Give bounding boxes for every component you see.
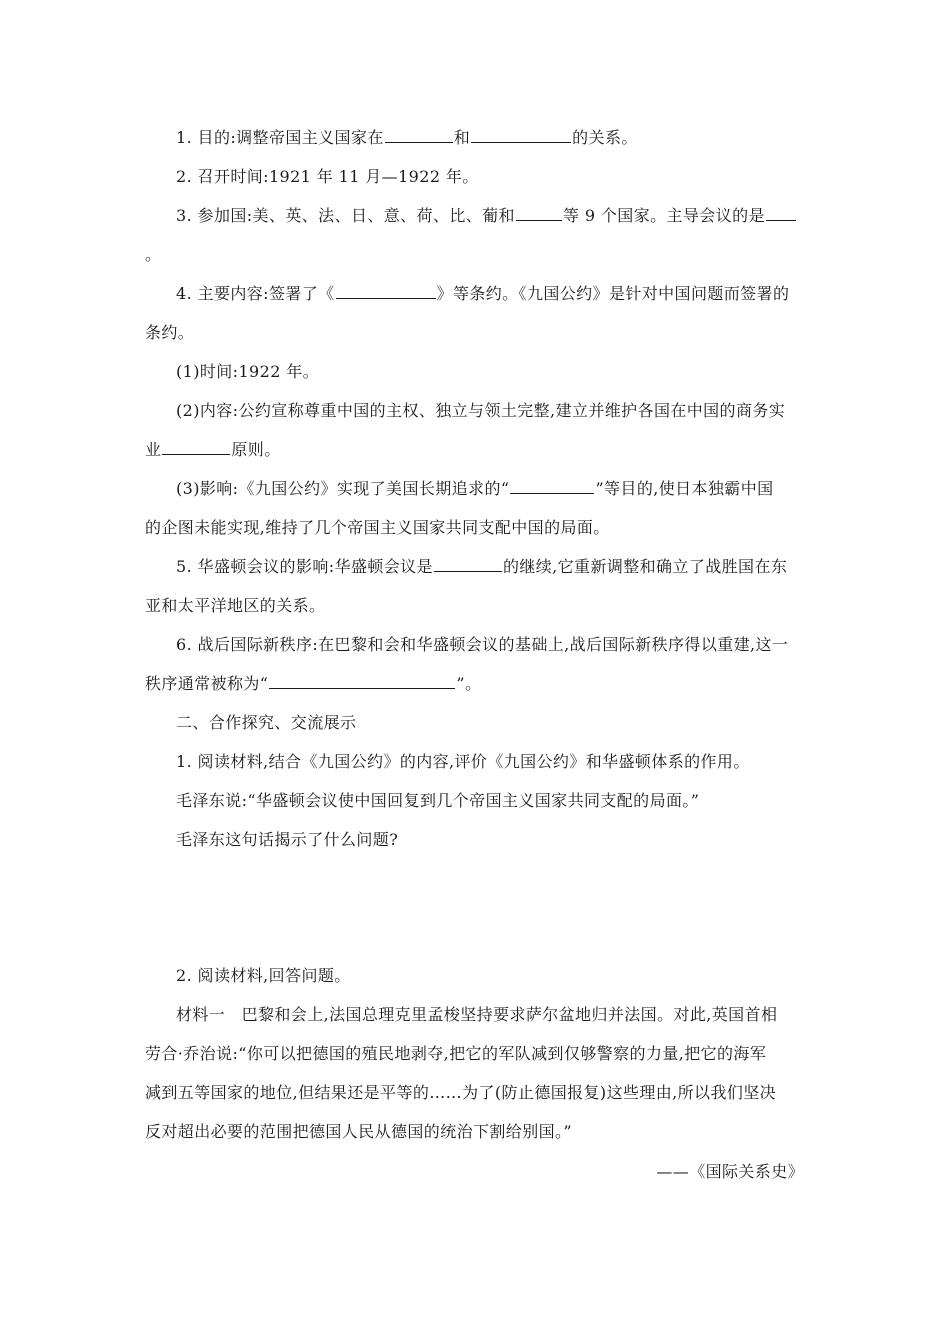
text: 5. 华盛顿会议的影响:华盛顿会议是 — [176, 557, 433, 576]
answer-blank[interactable] — [516, 205, 562, 221]
text: 原则。 — [231, 440, 281, 459]
text: 的企图未能实现,维持了几个帝国主义国家共同支配中国的局面。 — [145, 518, 610, 537]
item-2-time — [176, 166, 479, 188]
answer-blank[interactable] — [385, 127, 453, 143]
item-1-purpose — [176, 127, 638, 149]
answer-blank[interactable] — [766, 205, 796, 221]
section-heading — [176, 712, 356, 734]
text: 2. 阅读材料,回答问题。 — [176, 966, 351, 985]
text: 3. 参加国:美、英、法、日、意、荷、比、葡和 — [176, 206, 515, 225]
text: 4. 主要内容:签署了《 — [176, 284, 335, 303]
text: 反对超出必要的范围把德国人民从德国的统治下割给别国。” — [145, 1122, 572, 1141]
question-2 — [176, 965, 351, 987]
material-1-line-1 — [176, 1004, 777, 1026]
text: 减到五等国家的地位,但结果还是平等的……为了(防止德国报复)这些理由,所以我们坚决 — [145, 1083, 777, 1102]
text: 6. 战后国际新秩序:在巴黎和会和华盛顿会议的基础上,战后国际新秩序得以重建,这一 — [176, 635, 789, 654]
text: 1. 目的:调整帝国主义国家在 — [176, 128, 384, 147]
text: 劳合·乔治说:“你可以把德国的殖民地剥夺,把它的军队减到仅够警察的力量,把它的海军 — [145, 1044, 767, 1063]
item-5-influence — [176, 556, 787, 578]
material-1-line-2 — [145, 1043, 766, 1065]
answer-blank[interactable] — [510, 478, 594, 494]
answer-blank[interactable] — [471, 127, 571, 143]
text: 2. 召开时间:1921 年 11 月—1922 年。 — [176, 167, 479, 186]
text: ——《国际关系史》 — [656, 1162, 804, 1181]
text: 材料一 巴黎和会上,法国总理克里孟梭坚持要求萨尔盆地归并法国。对此,英国首相 — [176, 1005, 778, 1024]
item-4-continuation — [145, 322, 194, 344]
text: 的继续,它重新调整和确立了战胜国在东 — [502, 557, 788, 576]
text: 亚和太平洋地区的关系。 — [145, 596, 326, 615]
item-5-continuation — [145, 595, 325, 617]
item-4-1-time — [176, 361, 319, 383]
material-1-line-4 — [145, 1121, 572, 1143]
item-4-content — [176, 283, 789, 305]
material-1-line-3 — [145, 1082, 776, 1104]
text: 》等条约。《九国公约》是针对中国问题而签署的 — [436, 284, 790, 303]
text: 二、合作探究、交流展示 — [176, 713, 357, 732]
item-4-3-impact — [176, 478, 774, 500]
text: 的关系。 — [572, 128, 638, 147]
question-1-material — [176, 790, 699, 812]
text: (2)内容:公约宣称尊重中国的主权、独立与领土完整,建立并维护各国在中国的商务实 — [176, 401, 786, 420]
question-1-prompt — [176, 829, 398, 851]
text: 1. 阅读材料,结合《九国公约》的内容,评价《九国公约》和华盛顿体系的作用。 — [176, 752, 750, 771]
text: 秩序通常被称为“ — [145, 674, 269, 693]
item-6-continuation — [145, 673, 481, 695]
item-4-2-continuation — [145, 439, 281, 461]
text: 毛泽东这句话揭示了什么问题? — [176, 830, 399, 849]
item-6-new-order — [176, 634, 788, 656]
text: ”等目的,使日本独霸中国 — [595, 479, 774, 498]
text: ”。 — [456, 674, 482, 693]
item-4-2-content — [176, 400, 785, 422]
text: (3)影响:《九国公约》实现了美国长期追求的“ — [176, 479, 510, 498]
item-3-participants — [176, 205, 797, 227]
item-3-continuation — [145, 244, 161, 266]
item-4-3-continuation — [145, 517, 610, 539]
text: 条约。 — [145, 323, 195, 342]
text: (1)时间:1922 年。 — [176, 362, 320, 381]
material-source — [656, 1161, 804, 1183]
text: 毛泽东说:“华盛顿会议使中国回复到几个帝国主义国家共同支配的局面。” — [176, 791, 700, 810]
answer-blank[interactable] — [336, 283, 436, 299]
text: 。 — [145, 245, 162, 264]
question-1 — [176, 751, 750, 773]
answer-blank[interactable] — [269, 673, 455, 689]
text: 和 — [453, 128, 471, 147]
answer-blank[interactable] — [434, 556, 502, 572]
text: 业 — [145, 440, 162, 459]
answer-blank[interactable] — [162, 439, 230, 455]
text: 等 9 个国家。主导会议的是 — [562, 206, 765, 225]
